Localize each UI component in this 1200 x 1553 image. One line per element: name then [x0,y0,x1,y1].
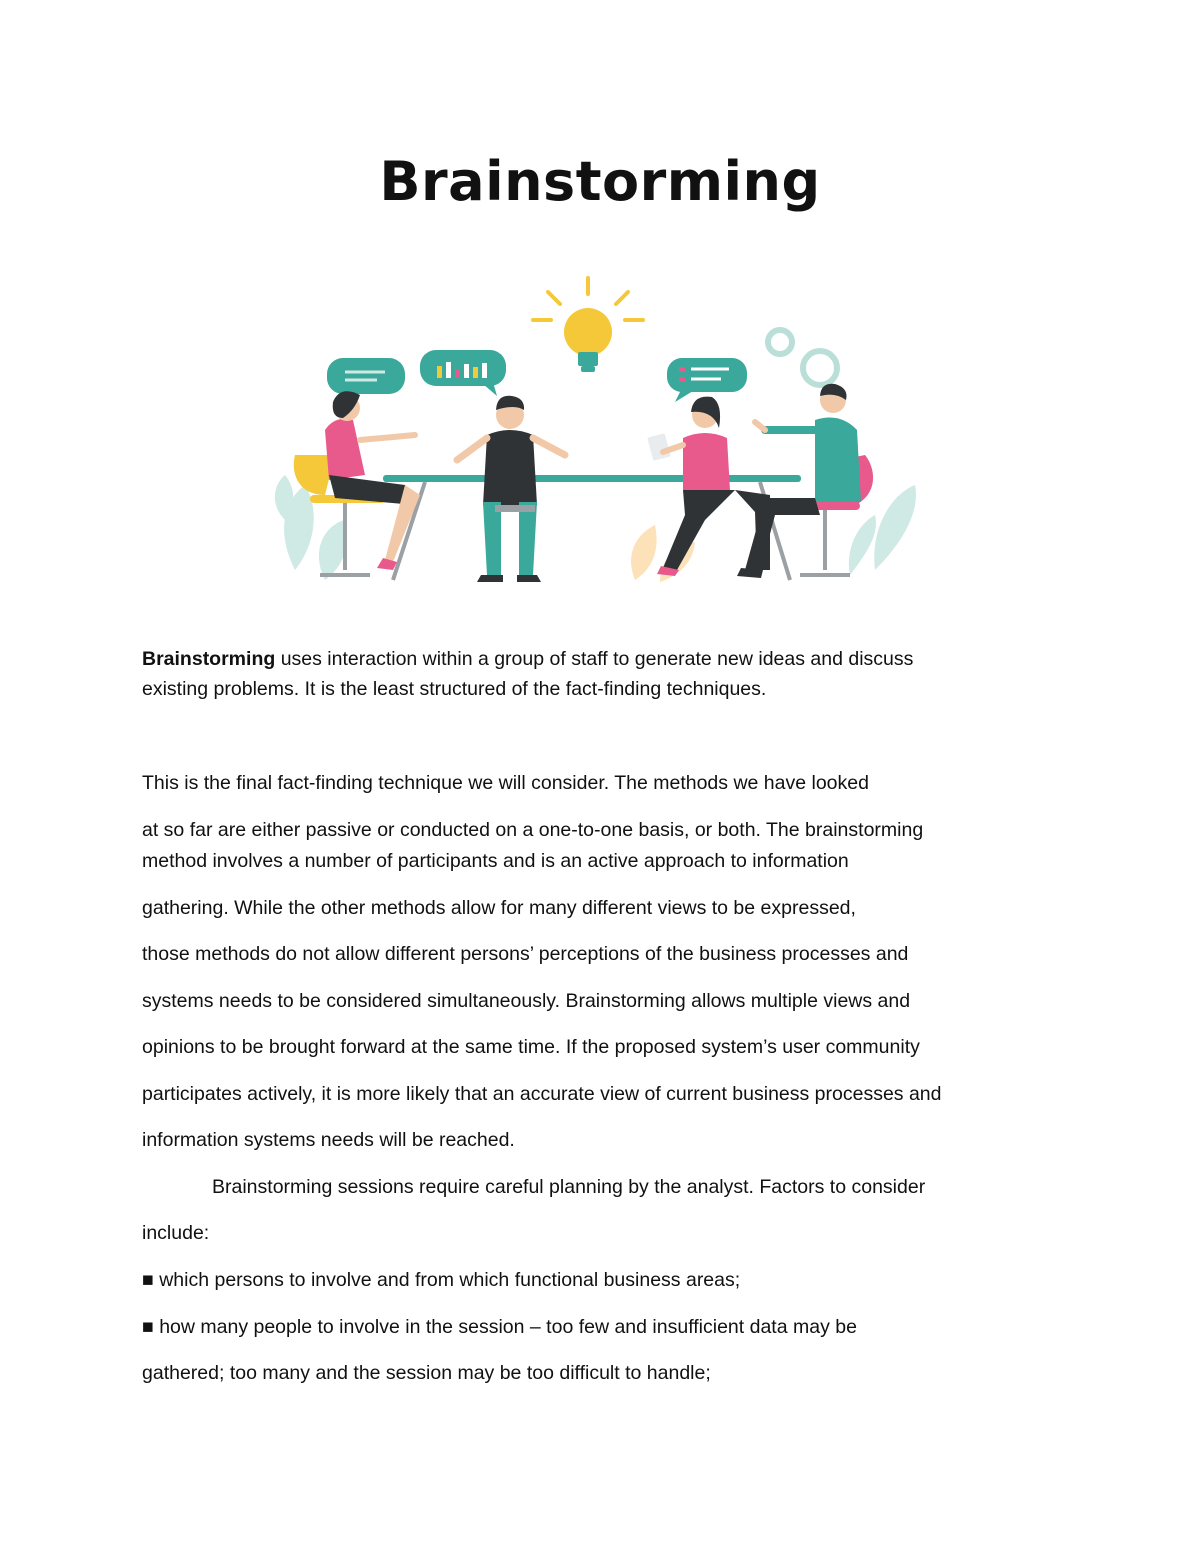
body-line: gathering. While the other methods allow for many different views to be expressed, [142,897,856,919]
body-line: opinions to be brought forward at the same time. If the proposed system’s user community [142,1036,920,1058]
factors-intro: Brainstorming sessions require careful planning by the analyst. Factors to consider [212,1176,926,1198]
page-title: Brainstorming [379,150,821,213]
body-line: participates actively, it is more likely that an accurate view of current business processes and [142,1083,942,1105]
bullet-item-cont: gathered; too many and the session may be too difficult to handle; [142,1362,711,1384]
intro-line-2: existing problems. It is the least structured of the fact-finding techniques. [142,678,767,700]
intro-rest: uses interaction within a group of staff to generate new ideas and discuss [280,648,914,670]
brainstorming-illustration [265,270,935,600]
body-line: method involves a number of participants and is an active approach to information [142,850,849,872]
person-woman-left [294,391,420,575]
body-line: systems needs to be considered simultaneously. Brainstorming allows multiple views and [142,990,911,1012]
lightbulb-icon [533,278,643,372]
bullet-item: ■ which persons to involve and from which functional business areas; [142,1269,741,1291]
body-line: those methods do not allow different persons’ perceptions of the business processes and [142,943,909,965]
body-line: This is the final fact-finding technique we will consider. The methods we have looked [142,772,869,794]
intro-line-1 [142,648,913,671]
speech-bubble-chart [420,350,506,396]
intro-lead: Brainstorming [142,648,276,670]
body-line: information systems needs will be reached. [142,1129,515,1151]
factors-intro-cont: include: [142,1222,210,1244]
speech-bubble-list [667,358,747,402]
body-line: at so far are either passive or conducted on a one-to-one basis, or both. The brainstorming [142,819,924,841]
bullet-item: ■ how many people to involve in the session – too few and insufficient data may be [142,1316,857,1338]
person-man-center [457,396,565,582]
gears-icon [768,330,837,385]
